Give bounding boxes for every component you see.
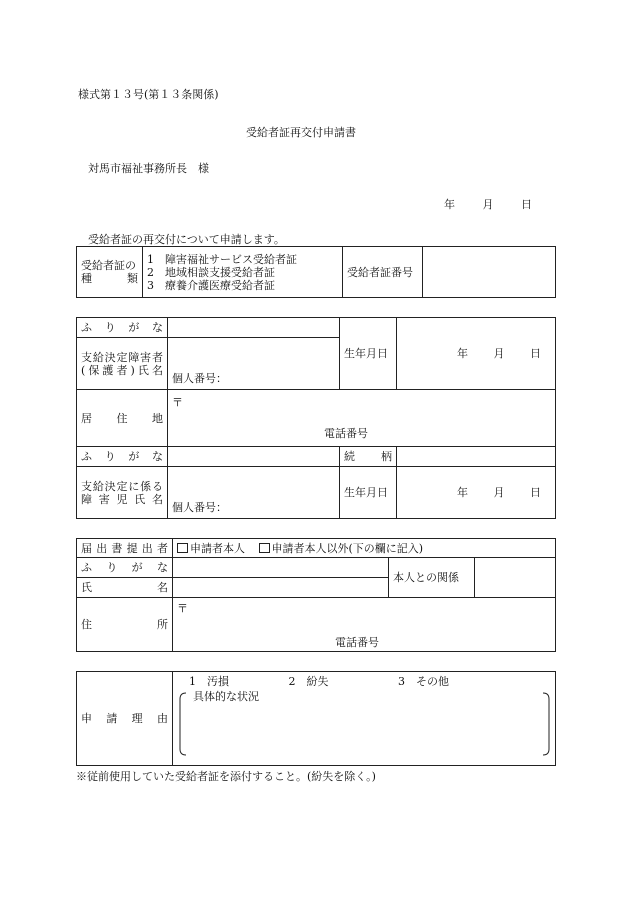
- submitter-relationship-label: 本人との関係: [389, 558, 475, 598]
- child-furigana-field[interactable]: [168, 447, 340, 467]
- certificate-type-label: 受給者証の 種 類: [77, 247, 143, 298]
- submitter-phone-label: 電話番号: [335, 636, 379, 649]
- child-name-field[interactable]: [168, 467, 340, 519]
- postal-mark: 〒: [172, 396, 183, 409]
- certificate-option-2[interactable]: 2 地域相談支援受給者証: [147, 265, 275, 279]
- beneficiary-table: [76, 317, 556, 519]
- child-relation-field[interactable]: [397, 447, 556, 467]
- certificate-type-table: [76, 246, 556, 298]
- reason-label: 申請理由: [77, 672, 173, 766]
- beneficiary-birth-field[interactable]: 年 月 日: [397, 318, 556, 390]
- certificate-option-3[interactable]: 3 療養介護医療受給者証: [147, 278, 275, 292]
- date-year: 年: [444, 198, 455, 211]
- submitter-name-label: 氏名: [77, 578, 173, 598]
- child-birth-label: 生年月日: [340, 467, 397, 519]
- submitter-address-field[interactable]: [173, 598, 556, 652]
- child-relation-label: 続柄: [340, 447, 397, 467]
- date-day: 日: [521, 198, 532, 211]
- reason-option-damaged[interactable]: 1 汚損: [189, 675, 229, 688]
- date-line: [444, 196, 532, 212]
- certificate-number-label: 受給者証番号: [343, 247, 423, 298]
- beneficiary-address-field[interactable]: [168, 390, 556, 447]
- page-title: 受給者証再交付申請書: [246, 126, 356, 139]
- footnote: ※従前使用していた受給者証を添付すること。(紛失を除く。): [76, 770, 376, 783]
- submitter-self-checkbox[interactable]: 申請者本人: [177, 542, 245, 555]
- certificate-option-1[interactable]: 1 障害福祉サービス受給者証: [147, 252, 297, 266]
- beneficiary-name-field[interactable]: [168, 338, 340, 390]
- submitter-label: 届出書提出者: [77, 539, 173, 558]
- submitter-name-field[interactable]: [173, 578, 389, 598]
- beneficiary-furigana-label: ふりがな: [77, 318, 168, 338]
- child-birth-field[interactable]: 年 月 日: [397, 467, 556, 519]
- submitter-relationship-field[interactable]: [475, 558, 556, 598]
- reason-option-lost[interactable]: 2 紛失: [288, 675, 329, 688]
- child-furigana-label: ふりがな: [77, 447, 168, 467]
- beneficiary-name-label: 支給決定障害者 (保護者)氏名: [77, 338, 168, 390]
- child-personal-number-label: 個人番号：: [172, 501, 227, 514]
- submitter-address-label: 住所: [77, 598, 173, 652]
- reason-options: [189, 675, 449, 688]
- beneficiary-furigana-field[interactable]: [168, 318, 340, 338]
- beneficiary-address-label: 居住地: [77, 390, 168, 447]
- reason-field[interactable]: [173, 672, 556, 766]
- submitter-postal-mark: 〒: [177, 602, 188, 615]
- reason-table: [76, 671, 556, 766]
- certificate-number-field[interactable]: [423, 247, 556, 298]
- date-month: 月: [482, 198, 494, 211]
- intro-text: 受給者証の再交付について申請します。: [88, 233, 285, 246]
- form-number: 様式第１３号(第１３条関係): [78, 88, 219, 101]
- beneficiary-birth-label: 生年月日: [340, 318, 397, 390]
- certificate-type-options[interactable]: [143, 247, 343, 298]
- beneficiary-phone-label: 電話番号: [324, 427, 368, 440]
- detail-label: 具体的な状況: [193, 690, 259, 703]
- submitter-table: [76, 538, 556, 652]
- addressee: 対馬市福祉事務所長 様: [88, 162, 209, 175]
- submitter-furigana-label: ふりがな: [77, 558, 173, 578]
- submitter-furigana-field[interactable]: [173, 558, 389, 578]
- submitter-other-checkbox[interactable]: 申請者本人以外(下の欄に記入): [259, 542, 424, 555]
- beneficiary-personal-number-label: 個人番号：: [172, 372, 227, 385]
- child-name-label: 支給決定に係る 障害児氏名: [77, 467, 168, 519]
- submitter-options: [173, 539, 556, 558]
- reason-option-other[interactable]: 3 その他: [398, 675, 449, 688]
